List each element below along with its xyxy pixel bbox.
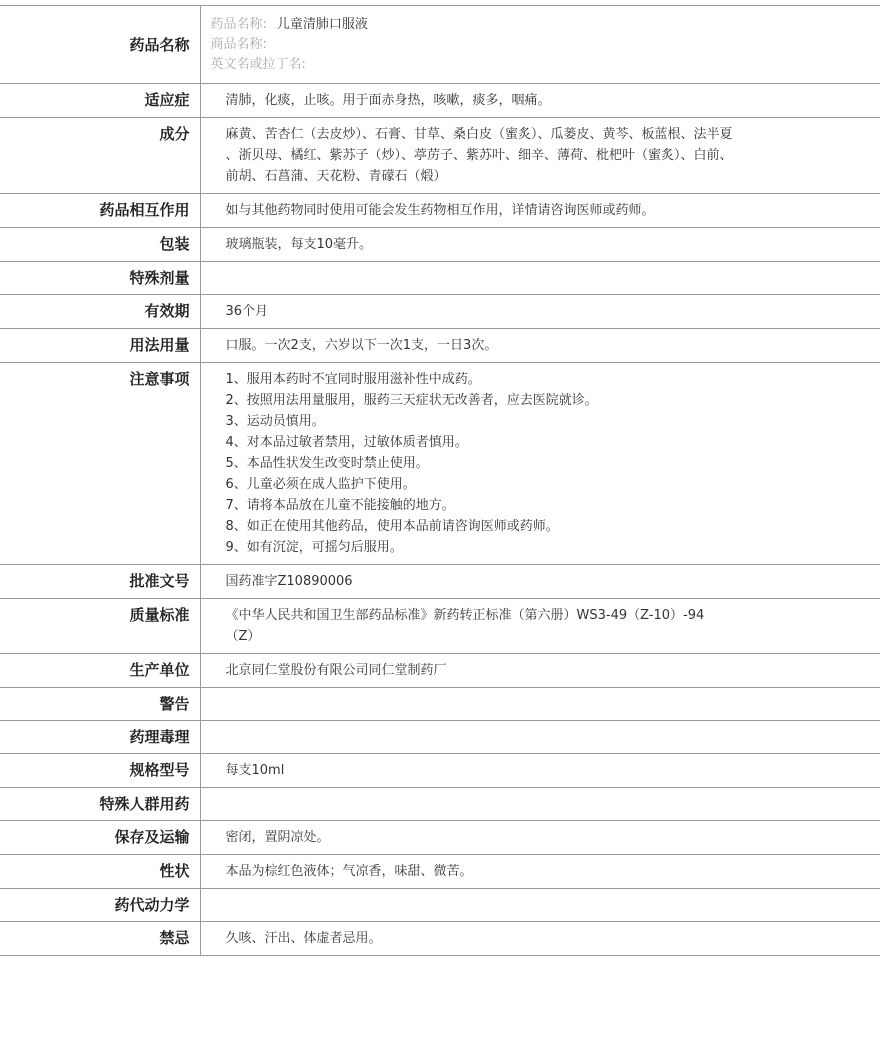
row-manufacturer (0, 654, 880, 688)
value-special-groups (200, 788, 880, 821)
value-precautions (200, 363, 880, 565)
label-special-groups: 特殊人群用药 (0, 788, 200, 821)
generic-name-key: 药品名称: (210, 17, 267, 32)
row-pharmacology (0, 721, 880, 754)
ingredients-line: 、浙贝母、橘红、紫苏子（炒）、葶苈子、紫苏叶、细辛、薄荷、枇杷叶（蜜炙）、白前、 (225, 148, 733, 163)
row-validity (0, 295, 880, 329)
label-contraindication: 禁忌 (0, 922, 200, 956)
generic-name-line (211, 15, 861, 35)
value-manufacturer: 北京同仁堂股份有限公司同仁堂制药厂 (200, 654, 880, 688)
precaution-item: 6、儿童必须在成人监护下使用。 (225, 477, 416, 492)
drug-name-block (200, 6, 880, 84)
precaution-item: 8、如正在使用其他药品，使用本品前请咨询医师或药师。 (225, 519, 559, 534)
ingredients-line: 前胡、石菖蒲、天花粉、青礞石（煅） (225, 169, 447, 184)
row-ingredients (0, 118, 880, 194)
label-precautions: 注意事项 (0, 363, 200, 565)
drug-spec-table (0, 5, 880, 956)
value-approval: 国药准字Z10890006 (200, 565, 880, 599)
value-quality (200, 599, 880, 654)
label-validity: 有效期 (0, 295, 200, 329)
label-approval: 批准文号 (0, 565, 200, 599)
label-spec: 规格型号 (0, 754, 200, 788)
value-indication: 清肺，化痰，止咳。用于面赤身热，咳嗽，痰多，咽痛。 (200, 84, 880, 118)
value-storage: 密闭，置阴凉处。 (200, 821, 880, 855)
label-pharmacokinetics: 药代动力学 (0, 889, 200, 922)
label-drug-name: 药品名称 (0, 6, 200, 84)
value-package: 玻璃瓶装，每支10毫升。 (200, 228, 880, 262)
row-approval (0, 565, 880, 599)
row-contraindication (0, 922, 880, 956)
generic-name-value: 儿童清肺口服液 (276, 17, 368, 32)
value-warning (200, 688, 880, 721)
quality-line: 《中华人民共和国卫生部药品标准》新药转正标准（第六册）WS3-49（Z-10）-94 (225, 608, 705, 623)
value-pharmacokinetics (200, 889, 880, 922)
value-character: 本品为棕红色液体；气凉香，味甜、微苦。 (200, 855, 880, 889)
trade-name-key: 商品名称: (210, 37, 267, 52)
row-warning (0, 688, 880, 721)
label-character: 性状 (0, 855, 200, 889)
label-storage: 保存及运输 (0, 821, 200, 855)
row-package (0, 228, 880, 262)
precaution-item: 4、对本品过敏者禁用，过敏体质者慎用。 (225, 435, 468, 450)
row-spec (0, 754, 880, 788)
precaution-item: 9、如有沉淀，可摇匀后服用。 (225, 540, 403, 555)
latin-name-line (211, 55, 861, 75)
value-spec: 每支10ml (200, 754, 880, 788)
label-manufacturer: 生产单位 (0, 654, 200, 688)
row-character (0, 855, 880, 889)
label-warning: 警告 (0, 688, 200, 721)
label-indication: 适应症 (0, 84, 200, 118)
label-ingredients: 成分 (0, 118, 200, 194)
label-pharmacology: 药理毒理 (0, 721, 200, 754)
value-interaction: 如与其他药物同时使用可能会发生药物相互作用，详情请咨询医师或药师。 (200, 194, 880, 228)
value-contraindication: 久咳、汗出、体虚者忌用。 (200, 922, 880, 956)
value-validity: 36个月 (200, 295, 880, 329)
row-usage (0, 329, 880, 363)
label-usage: 用法用量 (0, 329, 200, 363)
precaution-item: 2、按照用法用量服用，服药三天症状无改善者，应去医院就诊。 (225, 393, 598, 408)
label-package: 包装 (0, 228, 200, 262)
row-indication (0, 84, 880, 118)
precaution-item: 7、请将本品放在儿童不能接触的地方。 (225, 498, 455, 513)
quality-line: （Z） (225, 629, 261, 644)
row-special-groups (0, 788, 880, 821)
value-pharmacology (200, 721, 880, 754)
label-special-dose: 特殊剂量 (0, 262, 200, 295)
row-quality (0, 599, 880, 654)
latin-name-key: 英文名或拉丁名: (210, 57, 306, 72)
row-interaction (0, 194, 880, 228)
trade-name-line (211, 35, 861, 55)
row-storage (0, 821, 880, 855)
precaution-item: 5、本品性状发生改变时禁止使用。 (225, 456, 429, 471)
precaution-item: 3、运动员慎用。 (225, 414, 325, 429)
ingredients-line: 麻黄、苦杏仁（去皮炒）、石膏、甘草、桑白皮（蜜炙）、瓜蒌皮、黄芩、板蓝根、法半夏 (225, 127, 733, 142)
label-interaction: 药品相互作用 (0, 194, 200, 228)
row-name (0, 6, 880, 84)
precaution-item: 1、服用本药时不宜同时服用滋补性中成药。 (225, 372, 481, 387)
value-usage: 口服。一次2支，六岁以下一次1支，一日3次。 (200, 329, 880, 363)
value-ingredients (200, 118, 880, 194)
value-special-dose (200, 262, 880, 295)
row-pharmacokinetics (0, 889, 880, 922)
row-precautions (0, 363, 880, 565)
label-quality: 质量标准 (0, 599, 200, 654)
row-special-dose (0, 262, 880, 295)
